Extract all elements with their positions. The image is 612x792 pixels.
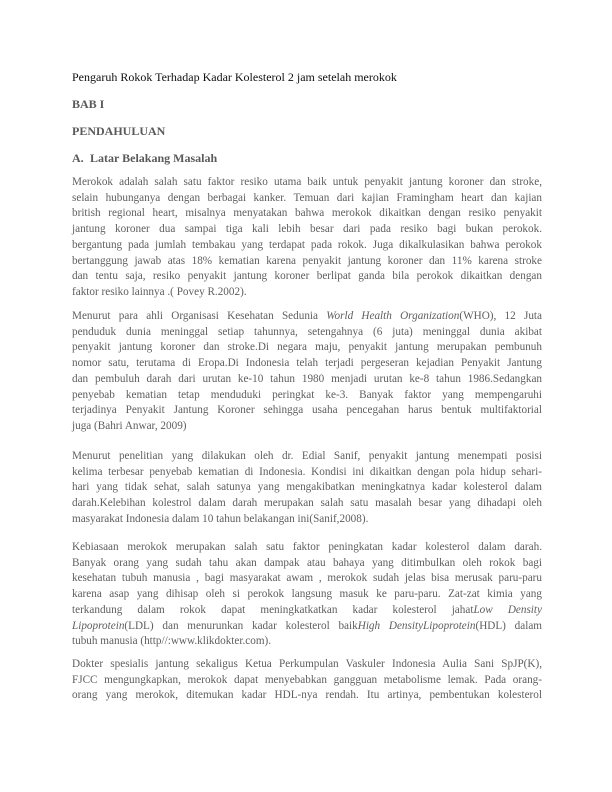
paragraph-line: british regional heart, misalnya menyatakan bahwa merokok dikaitkan dengan resiko penyakit xyxy=(72,207,542,220)
italic-term: World Health Organization xyxy=(326,310,460,322)
paragraph-line xyxy=(72,619,542,635)
paragraph-line: nomor satu, terutama di Eropa.Di Indonesia telah terjadi pergeseran kejadian Penyakit Jantung xyxy=(72,357,542,370)
section-heading xyxy=(72,151,217,166)
text-run: terkandung dalam rokok dapat meningkatkatkan kadar kolesterol jahat xyxy=(72,603,474,616)
paragraph-line: Dokter spesialis jantung sekaligus Ketua Perkumpulan Vaskuler Indonesia Aulia Sani SpJP(K), xyxy=(72,658,542,670)
paragraph-line: faktor resiko lainnya .( Povey R.2002). xyxy=(72,285,247,298)
text-run: Menurut para ahli Organisasi Kesehatan Sedunia xyxy=(72,310,327,322)
section-title: Latar Belakang Masalah xyxy=(90,151,218,165)
text-run: (HDL) dalam xyxy=(475,619,543,632)
paragraph-line: dan pembuluh darah dari urutan ke-10 tahun 1980 menjadi urutan ke-8 tahun 1986.Sedangkan xyxy=(72,372,542,385)
paragraph-line: orang yang merokok, ditemukan kadar HDL-nya rendah. Itu artinya, pembentukan kolesterol xyxy=(72,689,542,702)
paragraph-line: penyebab kematian tetap menduduki peringkat ke-3. Banyak faktor yang mempengaruhi xyxy=(72,388,542,401)
italic-term: Low Density xyxy=(473,603,542,616)
paragraph-3 xyxy=(72,449,542,528)
text-run: (WHO), 12 Juta xyxy=(459,310,542,322)
paragraph-line: FJCC mengungkapkan, merokok dapat menyebabkan gangguan metabolisme lemak. Pada orang- xyxy=(72,673,542,686)
paragraph-line: hari yang tidak sehat, salah satunya yang mengakibatkan meningkatnya kadar kolesterol dalam xyxy=(72,481,542,494)
paragraph-1 xyxy=(72,175,542,301)
paragraph-line: karena asap yang dihisap oleh si perokok langsung masuk ke paru-paru. Zat-zat kimia yang xyxy=(72,588,542,601)
document-title: Pengaruh Rokok Terhadap Kadar Kolesterol 2 jam setelah merokok xyxy=(72,70,397,84)
paragraph-line: kesehatan tubuh manusia , bagi masyarakat awam , merokok sudah jelas bisa merusak paru-paru xyxy=(72,572,542,585)
text-run: (LDL) dan menurunkan kadar kolesterol baik xyxy=(124,619,358,632)
paragraph-line: juga (Bahri Anwar, 2009) xyxy=(72,419,187,432)
section-number: A. xyxy=(72,151,84,165)
paragraph-line: kelima terbesar penyebab kematian di Indonesia. Kondisi ini dikaitkan dengan pola hidup sehari- xyxy=(72,465,542,478)
paragraph-line xyxy=(72,603,542,619)
paragraph-4 xyxy=(72,540,542,650)
paragraph-line: Banyak orang yang sudah tahu akan dampak atau bahaya yang ditimbulkan oleh rokok bagi xyxy=(72,556,542,569)
paragraph-line xyxy=(72,309,542,325)
italic-term: Lipoprotein xyxy=(72,619,125,632)
paragraph-5 xyxy=(72,657,542,704)
paragraph-line: masyarakat Indonesia dalam 10 tahun belakangan ini(Sanif,2008). xyxy=(72,512,369,525)
paragraph-line: dan tentu saja, resiko penyakit jantung koroner berlipat ganda bila perokok dikaitkan dengan xyxy=(72,270,542,283)
paragraph-line: penyakit jantung koroner dan stroke.Di negara maju, penyakit jantung merupakan pembunuh xyxy=(72,341,542,354)
paragraph-line: terjadinya Penyakit Jantung Koroner sehingga usaha pencegahan harus bentuk multifaktorial xyxy=(72,404,542,417)
italic-term: High DensityLipoprotein xyxy=(357,619,476,632)
paragraph-line: Kebiasaan merokok merupakan salah satu faktor peningkatan kadar kolesterol dalam darah. xyxy=(72,541,542,553)
paragraph-line: penduduk dunia meninggal setiap tahunnya, setengahnya (6 juta) meninggal dunia akibat xyxy=(72,325,542,338)
chapter-heading: BAB I xyxy=(72,97,105,111)
paragraph-line: selain hubunganya dengan berbagai kanker. Temuan dari kajian Framingham heart dan kajian xyxy=(72,191,542,204)
paragraph-line: Merokok adalah salah satu faktor resiko utama baik untuk penyakit jantung koroner dan stroke, xyxy=(72,176,542,188)
paragraph-line: tubuh manusia (http//:www.klikdokter.com). xyxy=(72,635,272,648)
paragraph-line: darah.Kelebihan kolestrol dalam darah merupakan salah satu masalah besar yang dihadapi oleh xyxy=(72,497,542,510)
paragraph-line: jantung koroner dua sampai tiga kali lebih besar dari pada resiko bagi bukan perokok. xyxy=(72,223,542,236)
paragraph-line: bertanggung jawab atas 18% kematian karena penyakit jantung koroner dan 11% karena stroke xyxy=(72,254,542,267)
paragraph-line: bergantung pada jumlah tembakau yang terdapat pada rokok. Juga dikalkulasikan bahwa perokok xyxy=(72,238,542,251)
paragraph-line: Menurut penelitian yang dilakukan oleh dr. Edial Sanif, penyakit jantung menempati posisi xyxy=(72,450,542,462)
paragraph-2 xyxy=(72,309,542,435)
chapter-title: PENDAHULUAN xyxy=(72,124,166,138)
